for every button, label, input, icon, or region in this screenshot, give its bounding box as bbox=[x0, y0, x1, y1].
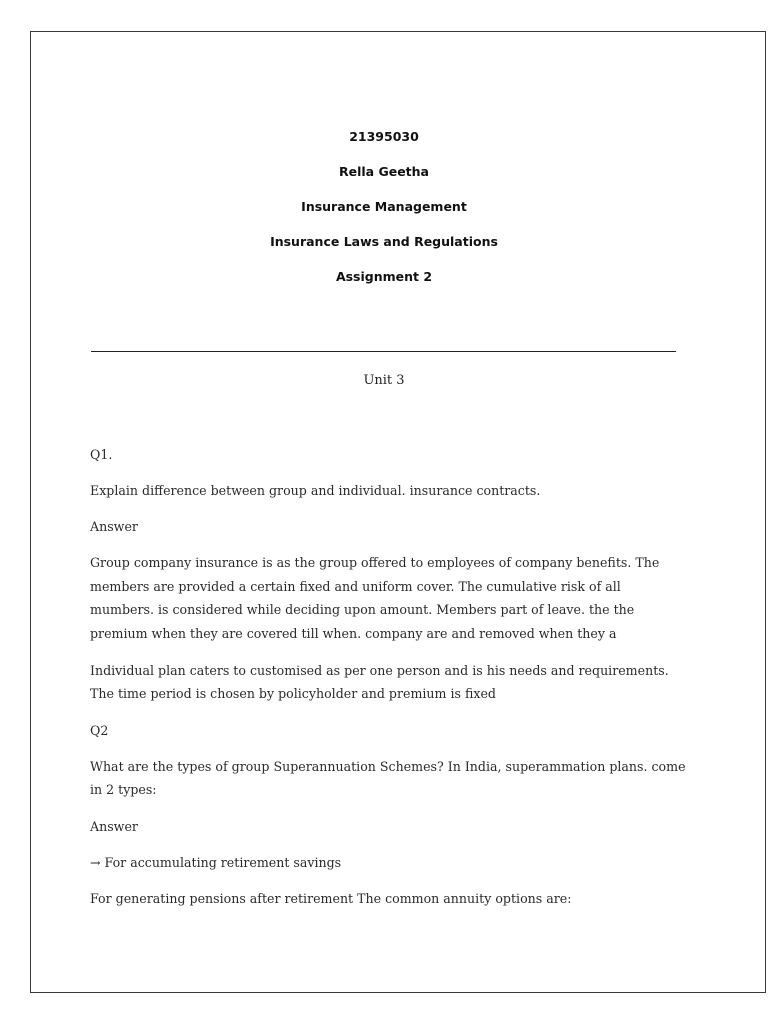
q2-point-2: For generating pensions after retirement The common annuity options are: bbox=[90, 891, 572, 906]
paragraph-line: Individual plan caters to customised as per one person and is his needs and requirements. bbox=[90, 663, 669, 678]
q2-point-1: → For accumulating retirement savings bbox=[90, 855, 342, 870]
q2-answer-label: Answer bbox=[90, 819, 138, 834]
assignment-title: Assignment 2 bbox=[335, 269, 433, 284]
student-id: 21395030 bbox=[349, 129, 419, 144]
q1-question: Explain difference between group and individual. insurance contracts. bbox=[90, 483, 541, 498]
horizontal-divider bbox=[91, 351, 676, 352]
paragraph-line: Group company insurance is as the group offered to employees of company benefits. The bbox=[90, 555, 660, 570]
unit-heading: Unit 3 bbox=[363, 373, 405, 388]
paragraph-line: mumbers. is considered while deciding upon amount. Members part of leave. the the bbox=[90, 602, 635, 617]
paragraph-line: members are provided a certain fixed and uniform cover. The cumulative risk of all bbox=[90, 579, 621, 594]
paragraph-line: premium when they are covered till when. company are and removed when they a bbox=[90, 626, 617, 641]
paragraph-line: The time period is chosen by policyholder and premium is fixed bbox=[90, 686, 496, 701]
q1-label: Q1. bbox=[90, 447, 113, 462]
course-title: Insurance Management bbox=[301, 199, 467, 214]
q1-answer-label: Answer bbox=[90, 519, 138, 534]
q2-label: Q2 bbox=[90, 723, 109, 738]
question-line: in 2 types: bbox=[90, 782, 157, 797]
student-name: Rella Geetha bbox=[339, 164, 429, 179]
subject-title: Insurance Laws and Regulations bbox=[270, 234, 498, 249]
question-line: What are the types of group Superannuation Schemes? In India, superammation plans. come bbox=[90, 759, 686, 774]
